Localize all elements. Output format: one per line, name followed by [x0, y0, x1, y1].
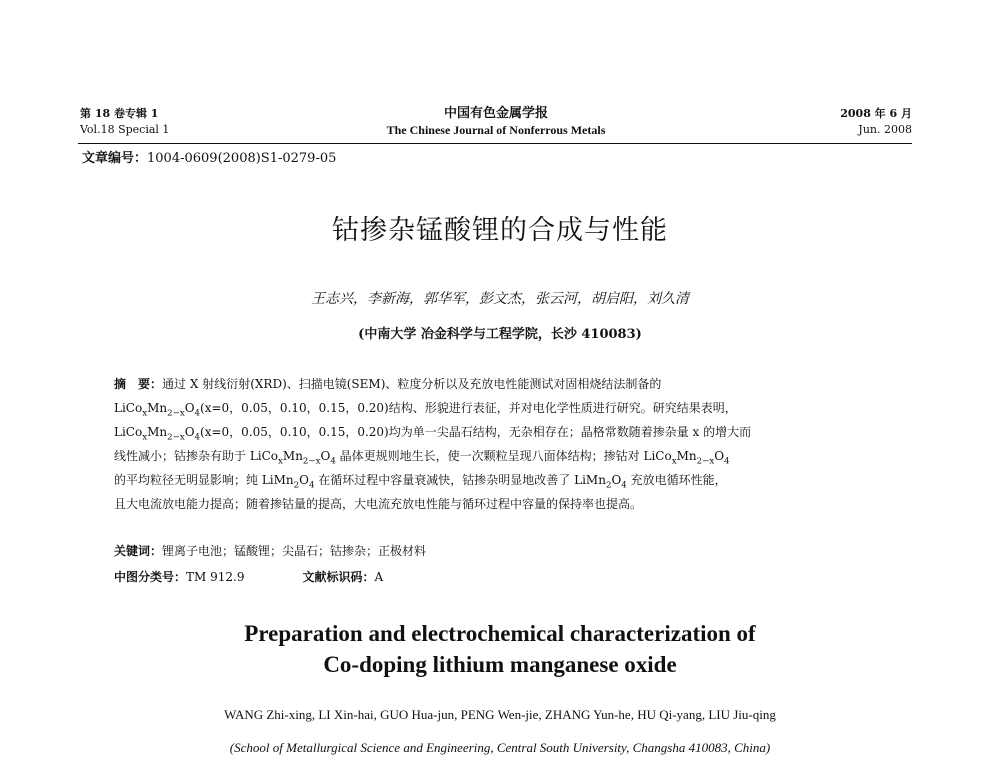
formula-text: O — [184, 425, 195, 439]
header-date-en: Jun. 2008 — [858, 123, 912, 136]
formula-text: Mn — [282, 449, 303, 463]
doc-number-label: 文章编号： — [82, 151, 148, 166]
formula-text: O — [299, 473, 309, 487]
doc-number-value: 1004-0609(2008)S1-0279-05 — [147, 151, 337, 166]
header-volume-cn: 第 18 卷专辑 1 — [80, 107, 159, 120]
formula-text: Mn — [147, 401, 168, 415]
abstract-text: 线性减小；钴掺杂有助于 LiCo — [114, 449, 279, 463]
cn-affiliation: (中南大学 冶金科学与工程学院，长沙 410083) — [358, 327, 642, 342]
abstract-line-6 — [114, 492, 886, 516]
formula-subscript: 4 — [308, 480, 315, 491]
header-date-cn: 2008 年 6 月 — [840, 107, 912, 120]
formula-text: LiCo — [114, 425, 143, 439]
classification-label: 中图分类号： — [114, 570, 187, 584]
document-code-value: A — [374, 570, 384, 584]
formula-subscript: x — [278, 456, 283, 467]
en-title-line-2: Co-doping lithium manganese oxide — [323, 652, 677, 677]
header-journal-en: The Chinese Journal of Nonferrous Metals — [386, 123, 606, 137]
formula-subscript: 2−x — [696, 456, 715, 467]
en-authors: WANG Zhi-xing, LI Xin-hai, GUO Hua-jun, PENG Wen-jie, ZHANG Yun-he, HU Qi-yang, LIU Jiu-qing — [224, 707, 776, 722]
formula-subscript: 4 — [194, 432, 201, 443]
formula-text: Mn — [147, 425, 168, 439]
header-rule — [78, 143, 912, 144]
cn-authors: 王志兴，李新海，郭华军，彭文杰，张云河，胡启阳，刘久清 — [311, 291, 689, 307]
classification — [114, 566, 383, 588]
en-affiliation: (School of Metallurgical Science and Engineering, Central South University, Changsha 410083, China) — [229, 740, 771, 755]
document-code-label: 文献标识码： — [302, 570, 375, 584]
formula-subscript: 4 — [194, 408, 201, 419]
formula-subscript: 2 — [293, 480, 300, 491]
cn-title: 钴掺杂锰酸锂的合成与性能 — [332, 215, 668, 246]
formula-subscript: 4 — [724, 456, 730, 467]
formula-subscript: 2−x — [167, 408, 185, 419]
header-journal — [80, 106, 912, 138]
abstract — [114, 372, 886, 516]
en-title-line-1: Preparation and electrochemical characterization of — [244, 621, 756, 646]
abstract-text: 充放电循环性能， — [626, 473, 727, 487]
abstract-line-5 — [114, 468, 886, 492]
formula-subscript: x — [142, 432, 148, 443]
formula-subscript: 4 — [330, 456, 336, 467]
running-header — [80, 106, 912, 144]
en-title — [0, 618, 1000, 680]
abstract-text: 在循环过程中容量衰减快，钴掺杂明显地改善了 LiMn — [314, 473, 606, 487]
classification-value: TM 912.9 — [186, 570, 245, 584]
formula-text: Mn — [676, 449, 697, 463]
formula-text: O — [611, 473, 622, 487]
abstract-line-2 — [114, 396, 886, 420]
formula-subscript: x — [671, 456, 677, 467]
header-volume-en: Vol.18 Special 1 — [80, 123, 170, 136]
formula-text: O — [184, 401, 195, 415]
abstract-text: 的平均粒径无明显影响；纯 LiMn — [114, 473, 294, 487]
abstract-text: 通过 X 射线衍射(XRD)、扫描电镜(SEM)、粒度分析以及充放电性能测试对固相烧结法制备的 — [162, 377, 662, 391]
keywords-label: 关键词： — [114, 544, 163, 558]
formula-text: O — [320, 449, 331, 463]
header-journal-cn: 中国有色金属学报 — [443, 106, 548, 121]
abstract-line-1 — [114, 372, 886, 396]
keywords-value: 锂离子电池；锰酸锂；尖晶石；钴掺杂；正极材料 — [162, 544, 427, 558]
formula-subscript: 4 — [621, 480, 627, 491]
abstract-text: 晶体更规则地生长，使一次颗粒呈现八面体结构；掺钴对 LiCo — [335, 449, 672, 463]
abstract-text: 且大电流放电能力提高；随着掺钴量的提高，大电流充放电性能与循环过程中容量的保持率也提高。 — [114, 497, 643, 511]
formula-subscript: 2 — [605, 480, 612, 491]
formula-text: O — [714, 449, 725, 463]
formula-subscript: 2−x — [167, 432, 185, 443]
doc-number — [82, 150, 336, 168]
formula-subscript: x — [142, 408, 148, 419]
keywords — [114, 540, 426, 562]
header-date — [840, 106, 912, 138]
abstract-label: 摘 要： — [114, 377, 163, 391]
abstract-line-4 — [114, 444, 886, 468]
formula-text: LiCo — [114, 401, 143, 415]
abstract-text: (x=0，0.05，0.10，0.15，0.20)结构、形貌进行表征，并对电化学性质进行研究。研究结果表明， — [200, 401, 737, 415]
formula-subscript: 2−x — [302, 456, 321, 467]
abstract-text: (x=0，0.05，0.10，0.15，0.20)均为单一尖晶石结构，无杂相存在；晶格常数随着掺杂量 x 的增大而 — [200, 425, 752, 439]
abstract-line-3 — [114, 420, 886, 444]
